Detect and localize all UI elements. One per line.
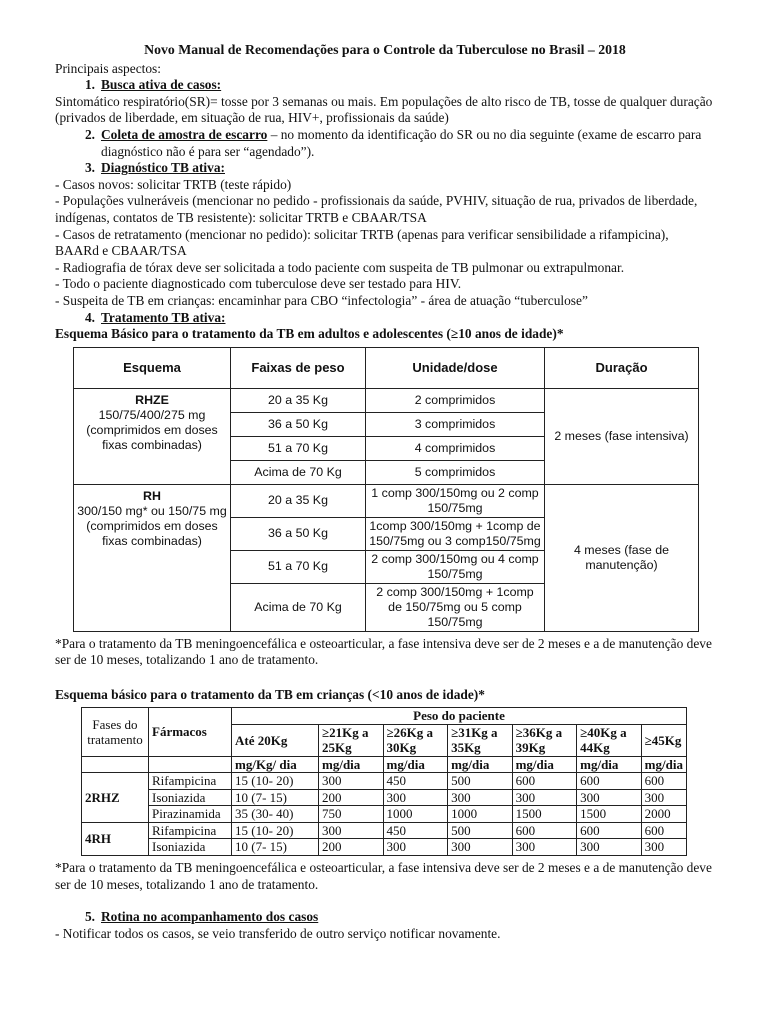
section-5-heading: 5. Rotina no acompanhamento dos casos — [84, 909, 319, 925]
table1-footnote: *Para o tratamento da TB meningoencefálica e osteoarticular, a fase intensiva deve ser de 2 meses e a de manutenção deve ser de 10 meses, totalizando 1 ano de tratamento. — [55, 635, 712, 668]
table1-caption: Esquema Básico para o tratamento da TB em adultos e adolescentes (≥10 anos de idade)* — [55, 326, 564, 342]
dose-cell: 2 comp 300/150mg + 1comp de 150/75mg ou 5 comp 150/75mg — [366, 583, 545, 631]
rh-desc: 300/150 mg* ou 150/75 mg (comprimidos em doses fixas combinadas) — [77, 503, 227, 548]
table2-footnote: *Para o tratamento da TB meningoencefálica e osteoarticular, a fase intensiva deve ser de 2 meses e a de manutenção deve ser de 10 meses, totalizando 1 ano de tratamento. — [55, 859, 712, 892]
unit-header: mg/Kg/ dia — [232, 756, 319, 773]
unit-header: mg/dia — [512, 756, 577, 773]
rh-name: RH — [143, 488, 161, 503]
weight-header: ≥36Kg a 39Kg — [512, 724, 577, 756]
weight-cell: Acima de 70 Kg — [231, 460, 366, 484]
diagnostic-item: - Todo o paciente diagnosticado com tuberculose deve ser testado para HIV. — [55, 276, 462, 292]
section-2-paragraph: 2. Coleta de amostra de escarro – no momento da identificação do SR ou no dia seguinte (exame de escarro para diagnóstico não é para ser “agendado”). — [84, 126, 702, 159]
document-title: Novo Manual de Recomendações para o Controle da Tuberculose no Brasil – 2018 — [144, 42, 626, 57]
weight-cell: 36 a 50 Kg — [231, 517, 366, 550]
section-1-text: Sintomático respiratório(SR)= tosse por 3 semanas ou mais. Em populações de alto risco de TB, tosse de qualquer duração (privados de liberdade, em situação de rua, HIV+, profissionais da saúde) — [55, 93, 713, 126]
diagnostic-item: - Populações vulneráveis (mencionar no pedido - profissionais da saúde, PVHIV, situação de rua, privados de liberdade, indígenas, contatos de TB resistente): solicitar TRTB e CBAAR/TSA — [55, 193, 698, 225]
weight-header: ≥45Kg — [641, 724, 686, 756]
dose-cell: 2 comp 300/150mg ou 4 comp 150/75mg — [366, 550, 545, 583]
rh-duration: 4 meses (fase de manutenção) — [545, 484, 699, 631]
section-2-text: – no momento da identificação do SR ou no dia seguinte (exame de escarro para diagnóstico não é para ser “agendado”). — [101, 126, 702, 159]
weight-header: ≥40Kg a 44Kg — [577, 724, 642, 756]
table-row: Isoniazida 10 (7- 15) 200 300 300 300 300 300 — [82, 789, 687, 806]
unit-header: mg/dia — [577, 756, 642, 773]
dose-cell: 3 comprimidos — [366, 412, 545, 436]
child-treatment-table — [81, 707, 687, 856]
weight-header: Até 20Kg — [232, 724, 319, 756]
document-page — [55, 42, 715, 942]
intro-text: Principais aspectos: — [55, 60, 161, 76]
section-5-text: - Notificar todos os casos, se veio transferido de outro serviço notificar novamente. — [55, 925, 501, 941]
phase-4rh: 4RH — [82, 822, 149, 855]
rhze-desc: 150/75/400/275 mg (comprimidos em doses fixas combinadas) — [86, 407, 218, 452]
weight-cell: 36 a 50 Kg — [231, 412, 366, 436]
diagnostic-item: - Suspeita de TB em crianças: encaminhar para CBO “infectologia” - área de atuação “tuberculose” — [55, 292, 588, 308]
section-4-heading: 4. Tratamento TB ativa: — [84, 309, 226, 325]
rhze-cell — [74, 388, 231, 484]
diagnostic-item: - Radiografia de tórax deve ser solicitada a todo paciente com suspeita de TB pulmonar ou extrapulmonar. — [55, 259, 625, 275]
weight-cell: 51 a 70 Kg — [231, 436, 366, 460]
rhze-name: RHZE — [135, 392, 169, 407]
table-row: Isoniazida 10 (7- 15) 200 300 300 300 300 300 — [82, 839, 687, 856]
weight-header: ≥26Kg a 30Kg — [383, 724, 448, 756]
table2-caption: Esquema básico para o tratamento da TB em crianças (<10 anos de idade)* — [55, 686, 485, 702]
table1-header: Duração — [545, 347, 699, 388]
weight-cell: 20 a 35 Kg — [231, 484, 366, 517]
weight-cell: 51 a 70 Kg — [231, 550, 366, 583]
unit-header: mg/dia — [319, 756, 384, 773]
section-1-heading: 1. Busca ativa de casos: — [84, 77, 222, 93]
diagnostic-item: - Casos novos: solicitar TRTB (teste rápido) — [55, 176, 292, 192]
diagnostic-item: - Casos de retratamento (mencionar no pedido): solicitar TRTB (apenas para verificar sensibilidade a rifampicina), BAARd e CBAAR/TSA — [55, 226, 669, 259]
phase-2rhz: 2RHZ — [82, 773, 149, 823]
weight-cell: Acima de 70 Kg — [231, 583, 366, 631]
table-row: Pirazinamida 35 (30- 40) 750 1000 1000 1500 1500 2000 — [82, 806, 687, 823]
weight-header: ≥31Kg a 35Kg — [448, 724, 513, 756]
unit-header: mg/dia — [641, 756, 686, 773]
dose-cell: 1 comp 300/150mg ou 2 comp 150/75mg — [366, 484, 545, 517]
weight-header: ≥21Kg a 25Kg — [319, 724, 384, 756]
header-farmacos: Fármacos — [149, 708, 232, 757]
dose-cell: 5 comprimidos — [366, 460, 545, 484]
unit-header: mg/dia — [448, 756, 513, 773]
dose-cell: 1comp 300/150mg + 1comp de 150/75mg ou 3 comp150/75mg — [366, 517, 545, 550]
rh-cell — [74, 484, 231, 631]
adult-treatment-table — [73, 347, 699, 632]
section-2-heading: Coleta de amostra de escarro — [101, 126, 268, 142]
table1-header: Esquema — [74, 347, 231, 388]
weight-cell: 20 a 35 Kg — [231, 388, 366, 412]
table-row: 4RH Rifampicina 15 (10- 20) 300 450 500 600 600 600 — [82, 822, 687, 839]
table-row: 2RHZ Rifampicina 15 (10- 20) 300 450 500 600 600 600 — [82, 773, 687, 790]
rhze-duration: 2 meses (fase intensiva) — [545, 388, 699, 484]
header-fases: Fases do tratamento — [82, 708, 149, 757]
table1-header: Faixas de peso — [231, 347, 366, 388]
section-3-heading: 3. Diagnóstico TB ativa: — [84, 160, 225, 176]
header-peso: Peso do paciente — [232, 708, 687, 725]
table1-header: Unidade/dose — [366, 347, 545, 388]
unit-header: mg/dia — [383, 756, 448, 773]
dose-cell: 4 comprimidos — [366, 436, 545, 460]
dose-cell: 2 comprimidos — [366, 388, 545, 412]
